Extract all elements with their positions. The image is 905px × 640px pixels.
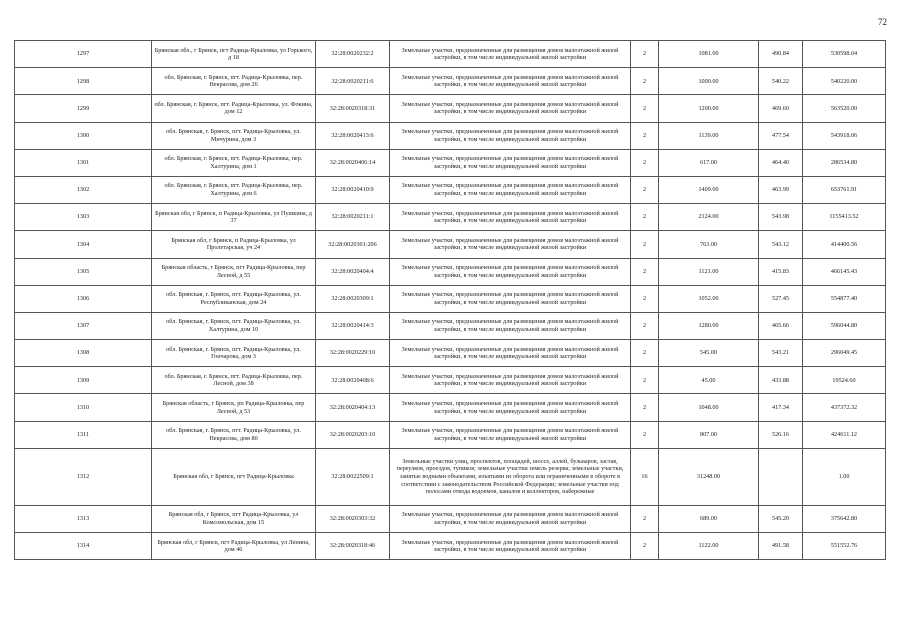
cadastral-number-cell: 32:28:0020413:6 [316,122,390,149]
area-cell: 1409.00 [659,176,759,203]
row-number-cell: 1304 [15,231,152,258]
address-cell: обл. Брянская, г. Брянск, пгт. Радица-Крыловка, пер. Лесной, дом 38 [152,367,316,394]
address-cell: обл. Брянская, г. Брянск, пгт. Радица-Крыловка, ул. Мичурина, дом 3 [152,122,316,149]
cadastral-number-cell: 32:28:0020318:31 [316,95,390,122]
cadastral-value-cell: 1155413.52 [803,204,886,231]
area-cell: 617.00 [659,149,759,176]
area-cell: 545.00 [659,340,759,367]
table-row [15,204,886,231]
unit-value-cell: 433.88 [759,367,803,394]
unit-value-cell: 464.40 [759,149,803,176]
row-number-cell: 1307 [15,312,152,339]
group-number-cell: 2 [631,122,659,149]
row-number-cell: 1298 [15,68,152,95]
land-use-text: Земельные участки, предназначенные для размещения домов малоэтажной жилой застройки, в том числе индивидуальной жилой застройки [401,209,619,225]
cadastral-number-cell: 32:28:0020410:9 [316,176,390,203]
table-row [15,285,886,312]
land-use-text: Земельные участки, предназначенные для размещения домов малоэтажной жилой застройки, в том числе индивидуальной жилой застройки [401,182,619,198]
cadastral-number-cell: 32:28:0020211:1 [316,204,390,231]
row-number-cell: 1313 [15,505,152,532]
address-cell: Брянская обл, г Брянск, п Радица-Крыловка, ул Пушкина, д 37 [152,204,316,231]
area-cell: 1280.00 [659,312,759,339]
cadastral-number-cell: 32:28:0020211:6 [316,68,390,95]
land-use-text: Земельные участки, предназначенные для размещения домов малоэтажной жилой застройки, в том числе индивидуальной жилой застройки [401,291,619,306]
land-use-text: Земельные участки, предназначенные для размещения домов малоэтажной жилой застройки, в том числе индивидуальной жилой застройки [401,372,619,388]
land-use-text: Земельные участки, предназначенные для размещения домов малоэтажной жилой застройки, в том числе индивидуальной жилой застройки [401,318,619,333]
table-row [15,394,886,421]
land-use-text: Земельные участки, предназначенные для размещения домов малоэтажной жилой застройки, в том числе индивидуальной жилой застройки [401,427,619,442]
unit-value-cell: 543.98 [759,204,803,231]
cadastral-number-cell: 32:28:0020203:10 [316,421,390,448]
land-use-text: Земельные участки, предназначенные для размещения домов малоэтажной жилой застройки, в том числе индивидуальной жилой застройки [401,100,619,116]
land-registry-table [14,40,886,560]
area-cell: 2124.00 [659,204,759,231]
cadastral-value-cell: 414400.56 [803,231,886,258]
row-number-cell: 1314 [15,533,152,560]
group-number-cell: 2 [631,533,659,560]
area-cell: 1121.00 [659,258,759,285]
area-cell: 807.00 [659,421,759,448]
group-number-cell: 2 [631,367,659,394]
table-row [15,68,886,95]
address-cell: обл. Брянская, г. Брянск, пгт. Радица-Крыловка, ул. Некрасова, дом 80 [152,421,316,448]
land-use-text: Земельные участки, предназначенные для размещения домов малоэтажной жилой застройки, в том числе индивидуальной жилой застройки [401,538,619,554]
row-number-cell: 1311 [15,421,152,448]
group-number-cell: 2 [631,231,659,258]
cadastral-value-cell: 551552.76 [803,533,886,560]
address-cell: Брянская обл, г Брянск, п Радица-Крыловка, ул Пролетарская, уч 24 [152,231,316,258]
land-use-cell [390,258,631,285]
table-row [15,367,886,394]
area-cell: 689.00 [659,505,759,532]
row-number-cell: 1305 [15,258,152,285]
land-use-cell [390,122,631,149]
cadastral-number-cell: 32:28:0020406:14 [316,149,390,176]
area-cell: 1081.00 [659,41,759,68]
address-cell: обл. Брянская, г. Брянск, пгт. Радица-Крыловка, пер. Халтурина, дом 6 [152,176,316,203]
land-use-text: Земельные участки, предназначенные для размещения домов малоэтажной жилой застройки, в том числе индивидуальной жилой застройки [401,511,619,526]
group-number-cell: 2 [631,204,659,231]
cadastral-value-cell: 530598.04 [803,41,886,68]
land-use-text: Земельные участки улиц, проспектов, площадей, шоссе, аллей, бульваров, застав, переулков, проездов, тупиков; земельные участки земель резерва; земельные участки, занятые водными объектами, изъятыми из оборота или ограниченными в обороте в соответствии с законодательством Российской Федерации; земельные участки под полосами отвода водоемов, каналов и коллекторов, набережные [396,457,624,496]
unit-value-cell: 465.66 [759,312,803,339]
group-number-cell: 16 [631,448,659,505]
area-cell: 1048.00 [659,394,759,421]
cadastral-value-cell: 563520.00 [803,95,886,122]
cadastral-number-cell: 32:28:0020404:4 [316,258,390,285]
row-number-cell: 1308 [15,340,152,367]
land-use-cell [390,149,631,176]
table-row [15,149,886,176]
address-cell: Брянская обл, г Брянск, пгт Радица-Крыловка [152,448,316,505]
group-number-cell: 2 [631,258,659,285]
land-use-text: Земельные участки, предназначенные для размещения домов малоэтажной жилой застройки, в том числе индивидуальной жилой застройки [401,128,619,143]
group-number-cell: 2 [631,394,659,421]
row-number-cell: 1301 [15,149,152,176]
land-use-text: Земельные участки, предназначенные для размещения домов малоэтажной жилой застройки, в том числе индивидуальной жилой застройки [401,345,619,361]
address-cell: обл. Брянская, г. Брянск, пгт. Радица-Крыловка, ул. Халтурина, дом 10 [152,312,316,339]
group-number-cell: 2 [631,149,659,176]
area-cell: 31248.00 [659,448,759,505]
unit-value-cell: 543.21 [759,340,803,367]
row-number-cell: 1297 [15,41,152,68]
table-row [15,95,886,122]
land-use-cell [390,95,631,122]
row-number-cell: 1299 [15,95,152,122]
land-use-cell [390,533,631,560]
group-number-cell: 2 [631,285,659,312]
table-row [15,505,886,532]
table-row [15,533,886,560]
cadastral-number-cell: 32:28:0020229:10 [316,340,390,367]
cadastral-value-cell: 296049.45 [803,340,886,367]
unit-value-cell: 490.84 [759,41,803,68]
table-row [15,41,886,68]
cadastral-number-cell: 32:28:0022509:1 [316,448,390,505]
cadastral-number-cell: 32:28:0020309:1 [316,285,390,312]
table-row [15,312,886,339]
unit-value-cell: 463.99 [759,176,803,203]
cadastral-value-cell: 653761.91 [803,176,886,203]
area-cell: 1000.00 [659,68,759,95]
land-use-cell [390,68,631,95]
land-use-text: Земельные участки, предназначенные для размещения домов малоэтажной жилой застройки, в том числе индивидуальной жилой застройки [401,155,619,170]
cadastral-number-cell: 32:28:0020232:2 [316,41,390,68]
group-number-cell: 2 [631,340,659,367]
row-number-cell: 1312 [15,448,152,505]
address-cell: Брянская обл, г Брянск, пгт Радица-Крыловка, ул Ленина, дом 46 [152,533,316,560]
land-use-cell [390,394,631,421]
address-cell: обл. Брянская, г. Брянск, пгт. Радица-Крыловка, пер. Халтурина, дом 1 [152,149,316,176]
unit-value-cell: 415.83 [759,258,803,285]
land-use-cell [390,231,631,258]
land-use-cell [390,312,631,339]
unit-value-cell: 543.12 [759,231,803,258]
table-row [15,421,886,448]
group-number-cell: 2 [631,176,659,203]
cadastral-value-cell: 543918.06 [803,122,886,149]
area-cell: 1200.00 [659,95,759,122]
area-cell: 1122.00 [659,533,759,560]
land-use-text: Земельные участки, предназначенные для размещения домов малоэтажной жилой застройки, в том числе индивидуальной жилой застройки [401,264,619,279]
address-cell: обл. Брянская, г. Брянск, пгт. Радица-Крыловка, ул. Гончарова, дом 3 [152,340,316,367]
address-cell: Брянская обл., г Брянск, пгт Радица-Крыловка, ул Горького, д 18 [152,41,316,68]
unit-value-cell: 545.20 [759,505,803,532]
cadastral-value-cell: 596044.80 [803,312,886,339]
row-number-cell: 1303 [15,204,152,231]
land-use-text: Земельные участки, предназначенные для размещения домов малоэтажной жилой застройки, в том числе индивидуальной жилой застройки [401,73,619,89]
row-number-cell: 1309 [15,367,152,394]
unit-value-cell: 469.60 [759,95,803,122]
cadastral-number-cell: 32:28:0020414:3 [316,312,390,339]
area-cell: 1139.00 [659,122,759,149]
group-number-cell: 2 [631,41,659,68]
land-use-text: Земельные участки, предназначенные для размещения домов малоэтажной жилой застройки, в том числе индивидуальной жилой застройки [401,399,619,415]
unit-value-cell: 526.16 [759,421,803,448]
unit-value-cell: 477.54 [759,122,803,149]
land-use-text: Земельные участки, предназначенные для размещения домов малоэтажной жилой застройки, в том числе индивидуальной жилой застройки [401,46,619,62]
address-cell: Брянская область, г Брянск, пгт Радица-Крыловка, пер Лесной, д 55 [152,258,316,285]
group-number-cell: 2 [631,505,659,532]
table-row [15,258,886,285]
address-cell: Брянская область, г Брянск, рп Радица-Крыловка, пер Лесной, д 53 [152,394,316,421]
table-row [15,340,886,367]
row-number-cell: 1310 [15,394,152,421]
address-cell: обл. Брянская, г. Брянск, пгт. Радица-Крыловка, ул. Фокина, дом 12 [152,95,316,122]
cadastral-value-cell: 554877.40 [803,285,886,312]
address-cell: Брянская обл, г Брянск, пгт Радица-Крыловка, ул Комсомольская, дом 15 [152,505,316,532]
address-cell: обл. Брянская, г. Брянск, пгт. Радица-Крыловка, ул. Республиканская, дом 24 [152,285,316,312]
group-number-cell: 2 [631,68,659,95]
page-number: 72 [878,17,887,27]
land-use-cell [390,340,631,367]
cadastral-number-cell: 32:28:0020303:32 [316,505,390,532]
cadastral-number-cell: 32:28:0020404:13 [316,394,390,421]
land-use-cell [390,448,631,505]
cadastral-value-cell: 1.00 [803,448,886,505]
land-use-cell [390,41,631,68]
cadastral-value-cell: 19524.60 [803,367,886,394]
unit-value-cell: 417.34 [759,394,803,421]
cadastral-value-cell: 286534.80 [803,149,886,176]
cadastral-number-cell: 32:28:0020408:6 [316,367,390,394]
cadastral-value-cell: 437372.32 [803,394,886,421]
table-row [15,448,886,505]
row-number-cell: 1306 [15,285,152,312]
group-number-cell: 2 [631,95,659,122]
land-use-cell [390,176,631,203]
cadastral-number-cell: 32:28:0020301:206 [316,231,390,258]
land-use-cell [390,505,631,532]
unit-value-cell: 527.45 [759,285,803,312]
land-use-cell [390,421,631,448]
cadastral-value-cell: 540220.00 [803,68,886,95]
cadastral-number-cell: 32:28:0020318:46 [316,533,390,560]
unit-value-cell: 491.58 [759,533,803,560]
row-number-cell: 1302 [15,176,152,203]
table-row [15,176,886,203]
cadastral-value-cell: 424611.12 [803,421,886,448]
group-number-cell: 2 [631,312,659,339]
table-row [15,231,886,258]
land-use-cell [390,285,631,312]
area-cell: 763.00 [659,231,759,258]
row-number-cell: 1300 [15,122,152,149]
area-cell: 1052.00 [659,285,759,312]
area-cell: 45.00 [659,367,759,394]
address-cell: обл. Брянская, г. Брянск, пгт. Радица-Крыловка, пер. Некрасова, дом 26 [152,68,316,95]
group-number-cell: 2 [631,421,659,448]
cadastral-value-cell: 466145.43 [803,258,886,285]
land-use-cell [390,204,631,231]
table-row [15,122,886,149]
land-use-text: Земельные участки, предназначенные для размещения домов малоэтажной жилой застройки, в том числе индивидуальной жилой застройки [401,236,619,252]
unit-value-cell [759,448,803,505]
cadastral-value-cell: 375642.80 [803,505,886,532]
unit-value-cell: 540.22 [759,68,803,95]
land-use-cell [390,367,631,394]
